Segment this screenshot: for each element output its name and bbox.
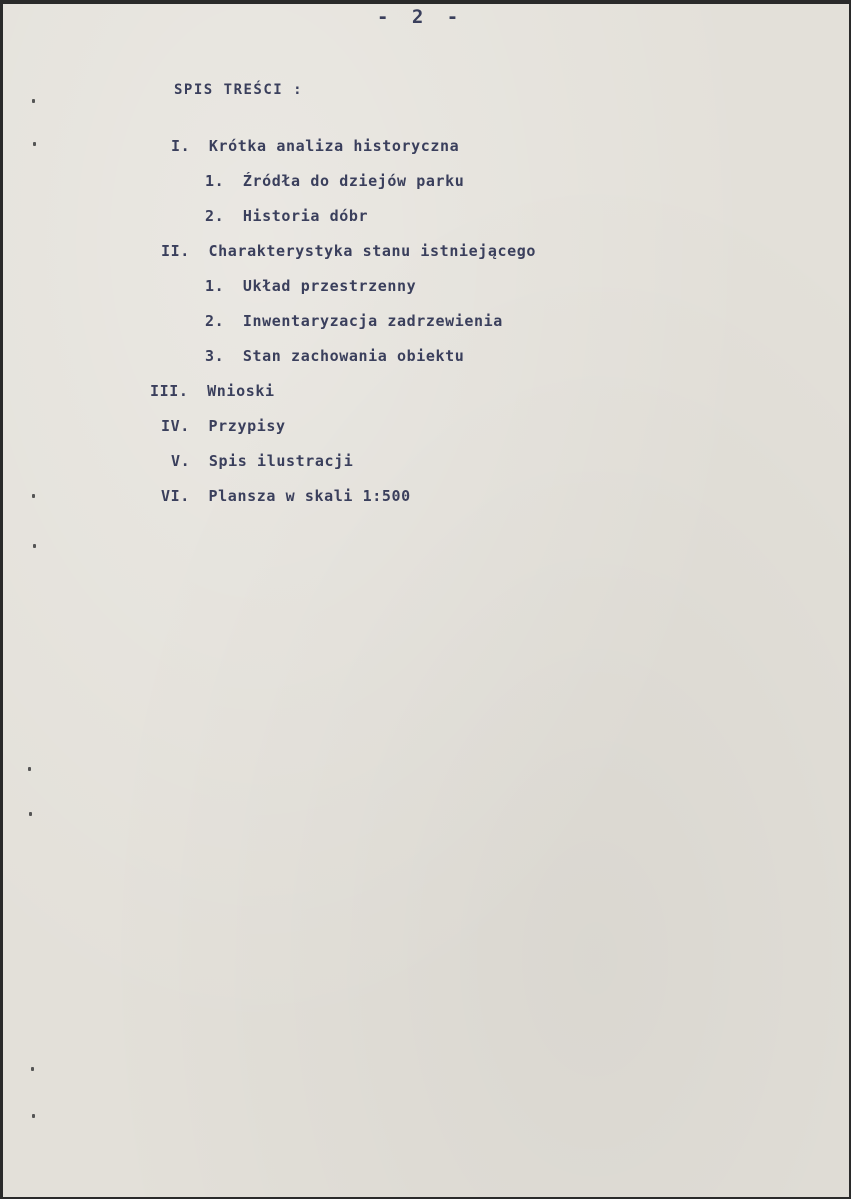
toc-item-number: 2.	[205, 207, 225, 225]
toc-item	[150, 381, 275, 401]
toc-item-label: Układ przestrzenny	[242, 277, 417, 295]
toc-item-number: VI.	[161, 487, 190, 505]
toc-title: SPIS TREŚCI :	[174, 82, 304, 98]
toc-item-label: Spis ilustracji	[208, 452, 354, 470]
toc-item-label: Wnioski	[207, 382, 275, 400]
toc-item-label: Charakterystyka stanu istniejącego	[208, 242, 536, 260]
page-number: - 2 -	[377, 6, 465, 28]
toc-item	[161, 416, 286, 436]
toc-item	[171, 136, 459, 156]
toc-item-number: 1.	[205, 277, 225, 295]
document-page	[3, 4, 849, 1197]
toc-subitem	[205, 311, 503, 331]
toc-subitem	[205, 346, 464, 366]
toc-item-label: Przypisy	[208, 417, 286, 435]
toc-subitem	[205, 276, 416, 296]
toc-item-number: 1.	[205, 172, 225, 190]
toc-item-label: Inwentaryzacja zadrzewienia	[242, 312, 503, 330]
toc-item	[161, 241, 536, 261]
toc-item-number: V.	[171, 452, 191, 470]
toc-item-number: II.	[161, 242, 190, 260]
toc-subitem	[205, 206, 368, 226]
scan-mark	[31, 1067, 34, 1071]
toc-item-number: IV.	[161, 417, 190, 435]
toc-item-label: Źródła do dziejów parku	[242, 172, 465, 190]
toc-item-number: I.	[171, 137, 191, 155]
toc-item	[161, 486, 411, 506]
toc-subitem	[205, 171, 464, 191]
scan-mark	[32, 99, 35, 103]
toc-item-label: Plansza w skali 1:500	[208, 487, 411, 505]
scan-mark	[33, 544, 36, 548]
toc-item-label: Historia dóbr	[242, 207, 369, 225]
scan-mark	[33, 142, 36, 146]
scan-mark	[32, 1114, 35, 1118]
scan-mark	[28, 767, 31, 771]
toc-item	[171, 451, 353, 471]
toc-item-number: III.	[150, 382, 189, 400]
toc-item-label: Stan zachowania obiektu	[242, 347, 465, 365]
scan-mark	[29, 812, 32, 816]
scan-mark	[32, 494, 35, 498]
toc-item-number: 3.	[205, 347, 225, 365]
toc-item-number: 2.	[205, 312, 225, 330]
toc-item-label: Krótka analiza historyczna	[208, 137, 460, 155]
